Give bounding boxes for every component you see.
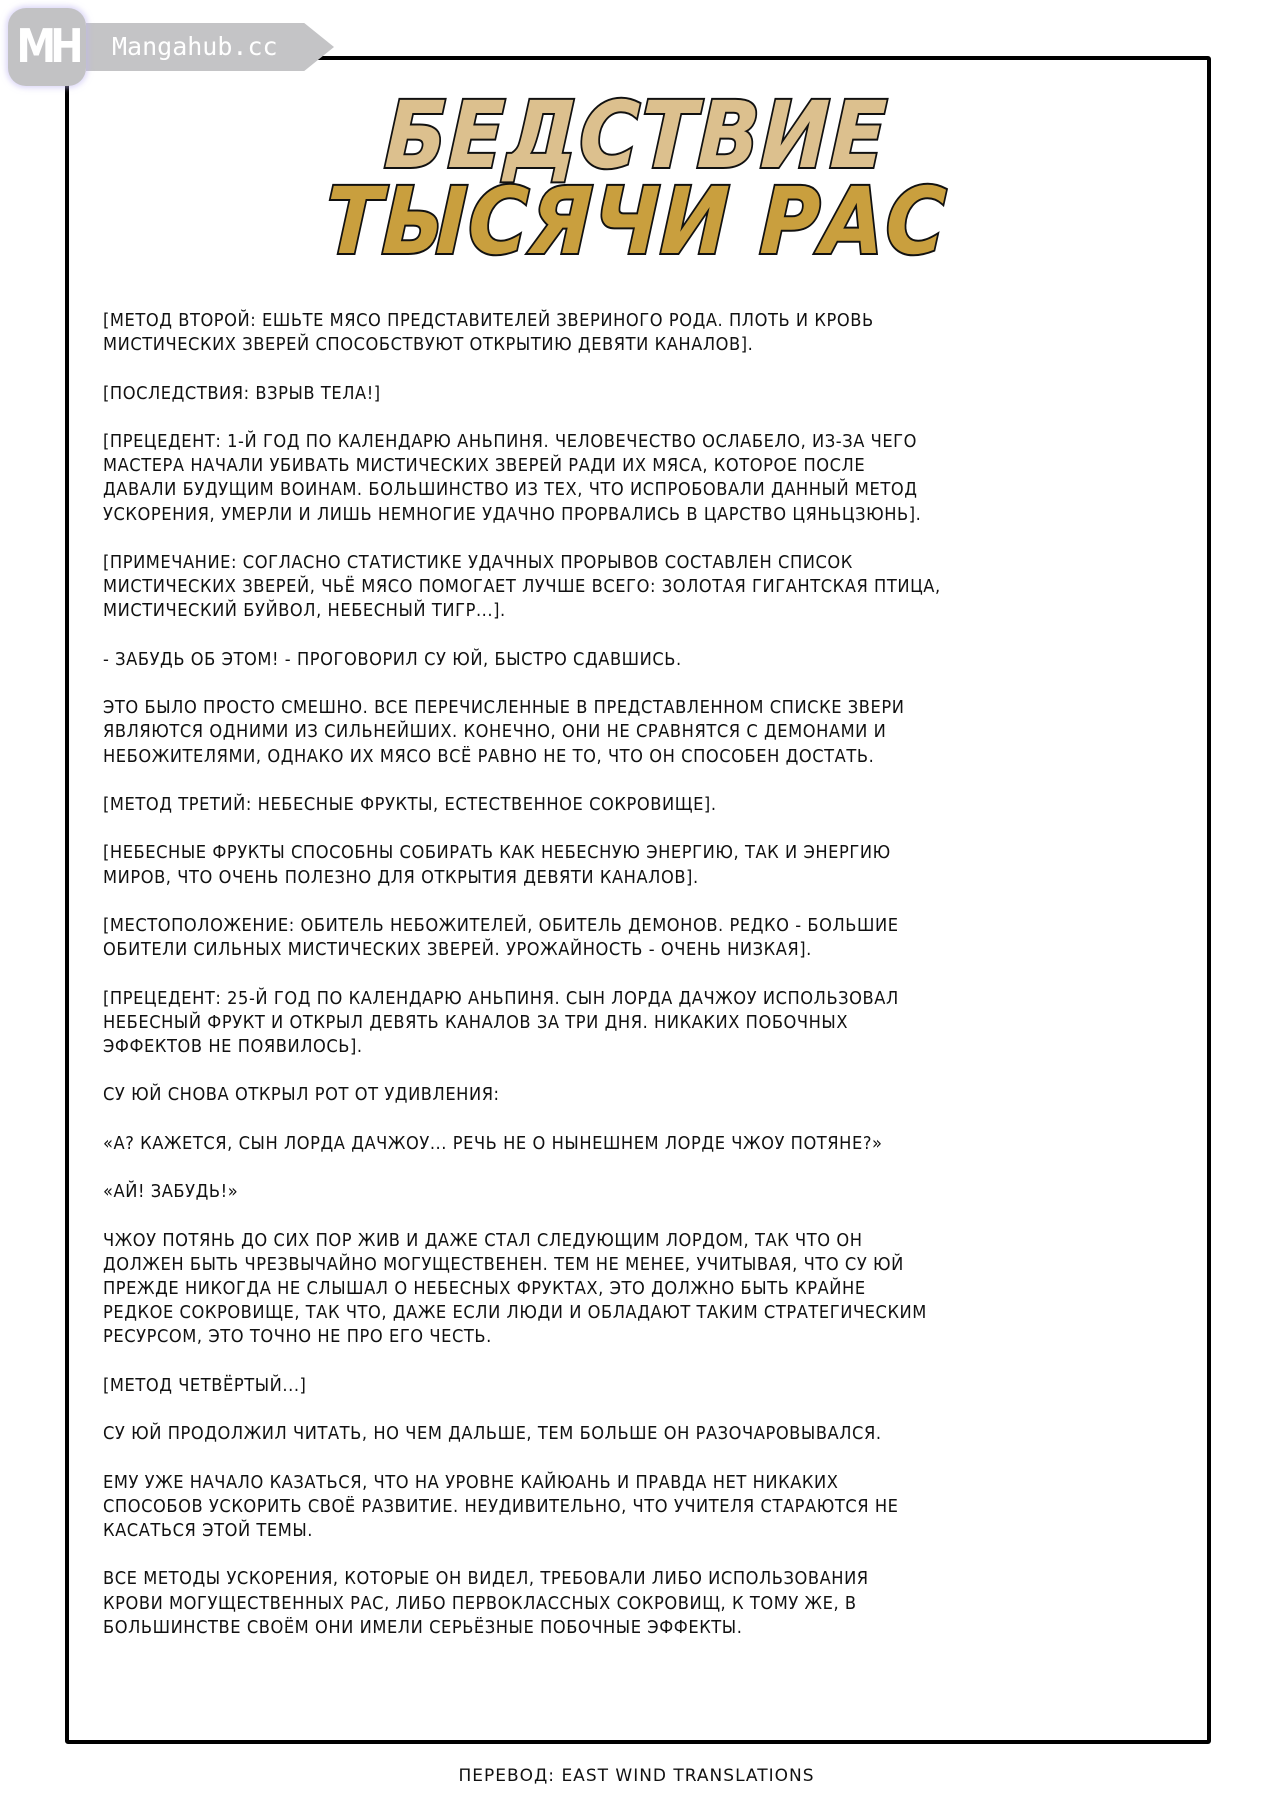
text-line: МИРОВ, ЧТО ОЧЕНЬ ПОЛЕЗНО ДЛЯ ОТКРЫТИЯ ДЕВЯТИ КАНАЛОВ]. [103,867,699,888]
logo-text: MH [16,20,78,74]
text-line: «А? КАЖЕТСЯ, СЫН ЛОРДА ДАЧЖОУ... РЕЧЬ НЕ О НЫНЕШНЕМ ЛОРДЕ ЧЖОУ ПОТЯНЕ?» [103,1133,883,1154]
text-line: [ПРЕЦЕДЕНТ: 1-Й ГОД ПО КАЛЕНДАРЮ АНЬПИНЯ. ЧЕЛОВЕЧЕСТВО ОСЛАБЕЛО, ИЗ-ЗА ЧЕГО [103,431,918,452]
paragraph [103,1567,1203,1640]
paragraph [103,987,1203,1060]
text-line: «АЙ! ЗАБУДЬ!» [103,1182,239,1203]
paragraph [103,382,1203,406]
paragraph [103,648,1203,672]
paragraph [103,1374,1203,1398]
paragraph [103,696,1203,769]
chapter-body [103,309,1203,1664]
text-line: [МЕСТОПОЛОЖЕНИЕ: ОБИТЕЛЬ НЕБОЖИТЕЛЕЙ, ОБИТЕЛЬ ДЕМОНОВ. РЕДКО - БОЛЬШИЕ [103,915,899,936]
text-line: [ПРЕЦЕДЕНТ: 25-Й ГОД ПО КАЛЕНДАРЮ АНЬПИНЯ. СЫН ЛОРДА ДАЧЖОУ ИСПОЛЬЗОВАЛ [103,988,899,1009]
paragraph [103,1422,1203,1446]
text-line: ДАВАЛИ БУДУЩИМ ВОИНАМ. БОЛЬШИНСТВО ИЗ ТЕХ, ЧТО ИСПРОБОВАЛИ ДАННЫЙ МЕТОД [103,480,918,501]
paragraph [103,1180,1203,1204]
mangahub-logo[interactable] [8,8,86,86]
text-line: [МЕТОД ВТОРОЙ: ЕШЬТЕ МЯСО ПРЕДСТАВИТЕЛЕЙ ЗВЕРИНОГО РОДА. ПЛОТЬ И КРОВЬ [103,311,874,331]
text-line: ДОЛЖЕН БЫТЬ ЧРЕЗВЫЧАЙНО МОГУЩЕСТВЕНЕН. ТЕМ НЕ МЕНЕЕ, УЧИТЫВАЯ, ЧТО СУ ЮЙ [103,1254,904,1275]
text-line: КРОВИ МОГУЩЕСТВЕННЫХ РАС, ЛИБО ПЕРВОКЛАССНЫХ СОКРОВИЩ, К ТОМУ ЖЕ, В [103,1593,857,1614]
paragraph [103,309,1203,357]
text-line: ЕМУ УЖЕ НАЧАЛО КАЗАТЬСЯ, ЧТО НА УРОВНЕ КАЙЮАНЬ И ПРАВДА НЕТ НИКАКИХ [103,1472,839,1493]
text-line: СУ ЮЙ ПРОДОЛЖИЛ ЧИТАТЬ, НО ЧЕМ ДАЛЬШЕ, ТЕМ БОЛЬШЕ ОН РАЗОЧАРОВЫВАЛСЯ. [103,1424,882,1445]
paragraph [103,430,1203,527]
text-line: ЯВЛЯЮТСЯ ОДНИМИ ИЗ СИЛЬНЕЙШИХ. КОНЕЧНО, ОНИ НЕ СРАВНЯТСЯ С ДЕМОНАМИ И [103,722,887,743]
text-line: [НЕБЕСНЫЕ ФРУКТЫ СПОСОБНЫ СОБИРАТЬ КАК НЕБЕСНУЮ ЭНЕРГИЮ, ТАК И ЭНЕРГИЮ [103,843,891,864]
watermark-site-name[interactable]: Mangahub.cc [112,32,278,61]
text-line: СПОСОБОВ УСКОРИТЬ СВОЁ РАЗВИТИЕ. НЕУДИВИТЕЛЬНО, ЧТО УЧИТЕЛЯ СТАРАЮТСЯ НЕ [103,1496,899,1517]
paragraph [103,1471,1203,1544]
text-line: НЕБОЖИТЕЛЯМИ, ОДНАКО ИХ МЯСО ВСЁ РАВНО НЕ ТО, ЧТО ОН СПОСОБЕН ДОСТАТЬ. [103,746,875,767]
text-line: РЕДКОЕ СОКРОВИЩЕ, ТАК ЧТО, ДАЖЕ ЕСЛИ ЛЮДИ И ОБЛАДАЮТ ТАКИМ СТРАТЕГИЧЕСКИМ [103,1303,927,1324]
paragraph [103,793,1203,817]
text-line: МИСТИЧЕСКИХ ЗВЕРЕЙ СПОСОБСТВУЮТ ОТКРЫТИЮ ДЕВЯТИ КАНАЛОВ]. [103,335,754,356]
paragraph [103,551,1203,624]
text-line: ЭТО БЫЛО ПРОСТО СМЕШНО. ВСЕ ПЕРЕЧИСЛЕННЫЕ В ПРЕДСТАВЛЕННОМ СПИСКЕ ЗВЕРИ [103,698,905,719]
text-line: ВСЕ МЕТОДЫ УСКОРЕНИЯ, КОТОРЫЕ ОН ВИДЕЛ, ТРЕБОВАЛИ ЛИБО ИСПОЛЬЗОВАНИЯ [103,1569,869,1590]
paragraph [103,914,1203,962]
paragraph [103,1083,1203,1107]
text-line: УСКОРЕНИЯ, УМЕРЛИ И ЛИШЬ НЕМНОГИЕ УДАЧНО ПРОРВАЛИСЬ В ЦАРСТВО ЦЯНЬЦЗЮНЬ]. [103,504,922,525]
title-line-1: БЕДСТВИЕ [382,82,891,189]
text-line: СУ ЮЙ СНОВА ОТКРЫЛ РОТ ОТ УДИВЛЕНИЯ: [103,1085,500,1106]
text-line: - ЗАБУДЬ ОБ ЭТОМ! - ПРОГОВОРИЛ СУ ЮЙ, БЫСТРО СДАВШИСЬ. [103,649,682,670]
text-line: МИСТИЧЕСКИХ ЗВЕРЕЙ, ЧЬЁ МЯСО ПОМОГАЕТ ЛУЧШЕ ВСЕГО: ЗОЛОТАЯ ГИГАНТСКАЯ ПТИЦА, [103,577,941,598]
text-line: БОЛЬШИНСТВЕ СВОЁМ ОНИ ИМЕЛИ СЕРЬЁЗНЫЕ ПОБОЧНЫЕ ЭФФЕКТЫ. [103,1617,743,1638]
text-line: ОБИТЕЛИ СИЛЬНЫХ МИСТИЧЕСКИХ ЗВЕРЕЙ. УРОЖАЙНОСТЬ - ОЧЕНЬ НИЗКАЯ]. [103,940,812,961]
paragraph [103,841,1203,889]
text-line: [МЕТОД ЧЕТВЁРТЫЙ...] [103,1375,307,1396]
title-line-2: ТЫСЯЧИ РАС [323,168,950,275]
paragraph [103,1132,1203,1156]
text-line: МИСТИЧЕСКИЙ БУЙВОЛ, НЕБЕСНЫЙ ТИГР...]. [103,601,506,622]
text-line: КАСАТЬСЯ ЭТОЙ ТЕМЫ. [103,1520,314,1541]
text-line: [ПРИМЕЧАНИЕ: СОГЛАСНО СТАТИСТИКЕ УДАЧНЫХ ПРОРЫВОВ СОСТАВЛЕН СПИСОК [103,552,853,573]
text-line: ЧЖОУ ПОТЯНЬ ДО СИХ ПОР ЖИВ И ДАЖЕ СТАЛ СЛЕДУЮЩИМ ЛОРДОМ, ТАК ЧТО ОН [103,1230,863,1251]
paragraph [103,1229,1203,1350]
text-line: МАСТЕРА НАЧАЛИ УБИВАТЬ МИСТИЧЕСКИХ ЗВЕРЕЙ РАДИ ИХ МЯСА, КОТОРОЕ ПОСЛЕ [103,456,866,477]
text-line: НЕБЕСНЫЙ ФРУКТ И ОТКРЫЛ ДЕВЯТЬ КАНАЛОВ ЗА ТРИ ДНЯ. НИКАКИХ ПОБОЧНЫХ [103,1012,849,1033]
text-line: РЕСУРСОМ, ЭТО ТОЧНО НЕ ПРО ЕГО ЧЕСТЬ. [103,1327,492,1348]
text-line: [МЕТОД ТРЕТИЙ: НЕБЕСНЫЕ ФРУКТЫ, ЕСТЕСТВЕННОЕ СОКРОВИЩЕ]. [103,794,717,815]
text-line: ПРЕЖДЕ НИКОГДА НЕ СЛЫШАЛ О НЕБЕСНЫХ ФРУКТАХ, ЭТО ДОЛЖНО БЫТЬ КРАЙНЕ [103,1278,866,1299]
text-line: [ПОСЛЕДСТВИЯ: ВЗРЫВ ТЕЛА!] [103,383,381,404]
text-line: ЭФФЕКТОВ НЕ ПОЯВИЛОСЬ]. [103,1036,363,1057]
translator-credit: ПЕРЕВОД: EAST WIND TRANSLATIONS [458,1766,815,1786]
